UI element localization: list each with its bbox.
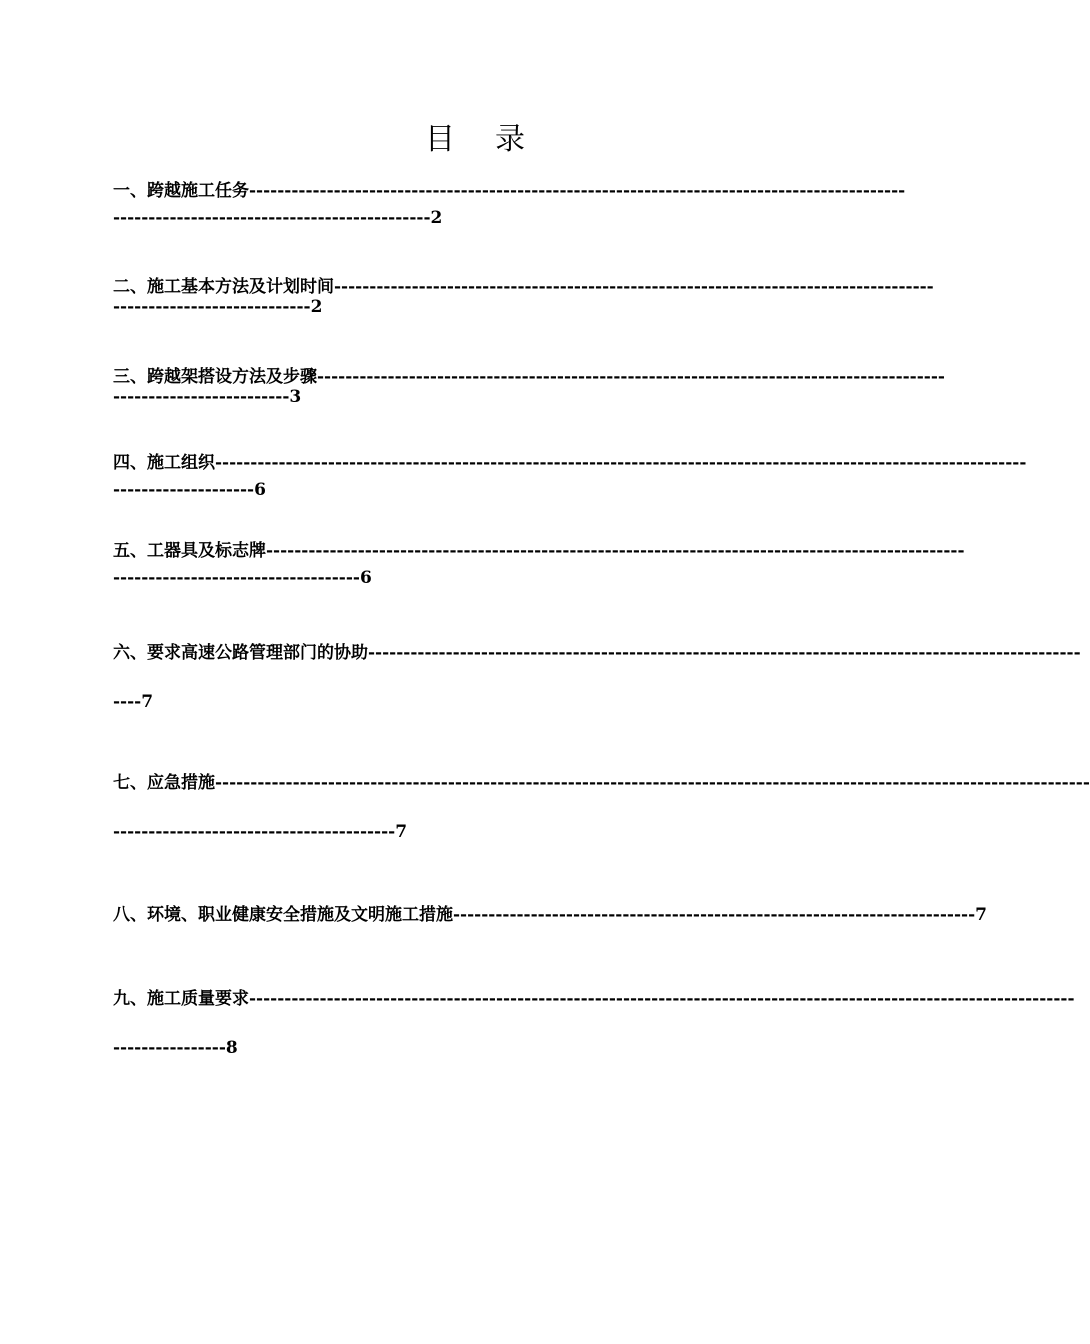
toc-entry-line [113,207,888,229]
toc-leader-dots: ------------------------------------------------------------------------------------------------------------------- [215,453,1027,473]
toc-page-number: 2 [310,297,323,317]
toc-entry[interactable] [113,988,1075,1059]
toc-title-right: 录 [495,122,525,157]
toc-leader-dots: --------------------------------------------------------------------------------------------------- [266,541,965,561]
toc-entry-line [113,180,906,202]
toc-entry-line [113,772,1090,794]
toc-entry-line [113,452,1027,474]
toc-entry-line [113,276,934,298]
toc-entry-line [113,1037,888,1059]
toc-entry-text: 七、应急措施 [113,773,215,793]
toc-leader-dots: ------------------------- [113,387,290,407]
toc-leader-dots: --------------------------------------------------------------------------------------------- [249,181,906,201]
toc-entry-line [113,366,945,388]
toc-page-number: 3 [289,387,302,407]
toc-entry-line [113,540,965,562]
toc-page-number: 8 [225,1038,238,1058]
toc-entry-line [113,642,1081,664]
toc-entry-line [113,691,888,713]
toc-page-number: 7 [975,905,987,925]
toc-entry-text: 一、跨越施工任务 [113,181,249,201]
toc-entry-text: 三、跨越架搭设方法及步骤 [113,367,317,387]
toc-leader-dots: ----------------------------------------------------------------------------------------------------- [368,643,1081,663]
toc-entry-line [113,386,888,408]
toc-entry-text: 九、施工质量要求 [113,989,249,1009]
toc-leader-dots: --------------------------------------------------------------------------------------------------------------------- [249,989,1075,1009]
toc-leader-dots: ---- [113,692,142,712]
toc-entry-text: 六、要求高速公路管理部门的协助 [113,643,368,663]
toc-page-number: 6 [254,480,266,500]
toc-page-number: 7 [395,822,408,842]
toc-entry[interactable] [113,642,1081,713]
toc-page-number: 7 [141,692,154,712]
toc-entry-text: 二、施工基本方法及计划时间 [113,277,334,297]
toc-page-number: 6 [359,568,372,588]
toc-entry-line [113,296,888,318]
toc-entry-line [113,479,888,501]
toc-entry-text: 四、施工组织 [113,453,215,473]
toc-entry-line [113,821,888,843]
toc-entry-text: 八、环境、职业健康安全措施及文明施工措施 [113,905,453,925]
toc-leader-dots: ----------------------------------- [113,568,360,588]
toc-leader-dots: ----------------------------------------------------------------------------------------- [317,367,945,387]
toc-title [0,120,950,160]
toc-entry-text: 五、工器具及标志牌 [113,541,266,561]
toc-leader-dots: ------------------------------------------------------------------------------------- [334,277,934,297]
toc-entry[interactable] [113,772,1090,843]
toc-leader-dots: -------------------------------------------------------------------------- [453,905,976,925]
toc-entry[interactable] [113,540,965,589]
toc-entry-line [113,567,888,589]
toc-leader-dots: ---------------------------------------- [113,822,396,842]
toc-leader-dots: ---------------------------------------------------------------------------------------------------------------------------- [215,773,1090,793]
toc-entry-line [113,904,987,926]
toc-page-number: 2 [430,208,443,228]
toc-entry[interactable] [113,904,987,926]
toc-leader-dots: ---------------- [113,1038,226,1058]
toc-leader-dots: --------------------------------------------- [113,208,431,228]
toc-leader-dots: ---------------------------- [113,297,311,317]
toc-leader-dots: -------------------- [113,480,255,500]
toc-title-left: 目 [425,122,455,157]
toc-entry[interactable] [113,276,934,318]
toc-entry[interactable] [113,452,1027,501]
toc-entry-line [113,988,1075,1010]
toc-entry[interactable] [113,180,906,229]
toc-entry[interactable] [113,366,945,408]
